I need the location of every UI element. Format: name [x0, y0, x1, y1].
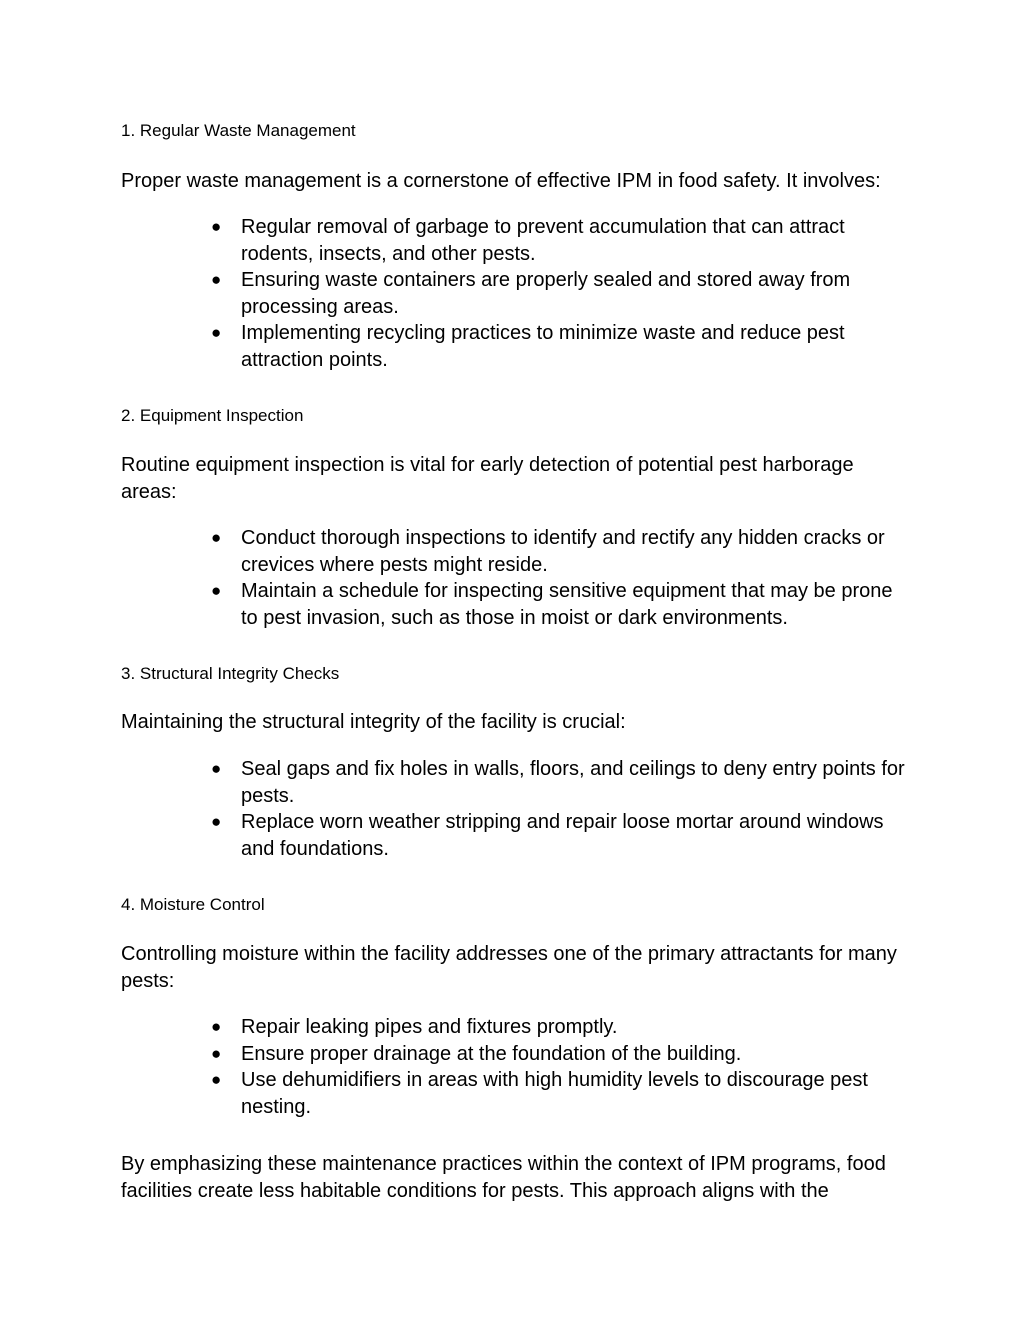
list-item-text: Implementing recycling practices to minimize waste and reduce pest attraction points. [241, 322, 845, 371]
section-intro: Controlling moisture within the facility addresses one of the primary attractants for many pests: [121, 943, 897, 992]
section-1-heading-block [121, 120, 911, 142]
section-3-intro-block [121, 709, 911, 736]
list-item [0, 1041, 911, 1068]
bullet-icon: ● [211, 323, 222, 342]
list-item-text: Ensure proper drainage at the foundation of the building. [241, 1042, 742, 1065]
closing-block [121, 1151, 911, 1204]
list-item-text: Regular removal of garbage to prevent accumulation that can attract rodents, insects, and other pests. [241, 216, 845, 265]
list-item-text: Seal gaps and fix holes in walls, floors, and ceilings to deny entry points for pests. [241, 758, 905, 807]
section-3-heading-block [121, 663, 911, 685]
list-item-text: Use dehumidifiers in areas with high humidity levels to discourage pest nesting. [241, 1069, 868, 1118]
bullet-icon: ● [211, 812, 222, 831]
bullet-icon: ● [211, 1070, 222, 1089]
bullet-icon: ● [211, 528, 222, 547]
closing-paragraph: By emphasizing these maintenance practices within the context of IPM programs, food facilities create less habitable conditions for pests. This approach aligns with the [121, 1153, 886, 1202]
section-heading: 4. Moisture Control [121, 895, 265, 914]
list-item [0, 756, 911, 809]
section-4-bullet-list [0, 1014, 920, 1120]
list-item-text: Conduct thorough inspections to identify and rectify any hidden cracks or crevices where pests might reside. [241, 527, 885, 576]
list-item [0, 267, 911, 320]
list-item [0, 320, 911, 373]
list-item-text: Ensuring waste containers are properly sealed and stored away from processing areas. [241, 269, 851, 318]
section-3-bullet-list [0, 756, 920, 862]
bullet-icon: ● [211, 759, 222, 778]
bullet-icon: ● [211, 270, 222, 289]
section-intro: Proper waste management is a cornerstone of effective IPM in food safety. It involves: [121, 170, 881, 192]
bullet-icon: ● [211, 1043, 222, 1063]
list-item-text: Repair leaking pipes and fixtures promptly. [241, 1016, 618, 1038]
bullet-icon: ● [211, 581, 222, 600]
list-item [0, 525, 911, 578]
section-intro: Routine equipment inspection is vital for early detection of potential pest harborage areas: [121, 454, 854, 503]
list-item [0, 809, 911, 862]
list-item [0, 1014, 911, 1041]
bullet-icon: ● [211, 1017, 222, 1036]
list-item-text: Replace worn weather stripping and repair loose mortar around windows and foundations. [241, 811, 884, 860]
list-item [0, 214, 911, 267]
section-heading: 1. Regular Waste Management [121, 121, 356, 140]
bullet-icon: ● [211, 217, 222, 236]
section-intro: Maintaining the structural integrity of the facility is crucial: [121, 711, 626, 733]
section-4-intro-block [121, 941, 911, 994]
section-2-heading-block [121, 405, 911, 427]
list-item-text: Maintain a schedule for inspecting sensitive equipment that may be prone to pest invasion, such as those in moist or dark environments. [241, 580, 893, 629]
section-4-heading-block [121, 894, 911, 916]
section-heading: 2. Equipment Inspection [121, 406, 304, 425]
section-2-bullet-list [0, 525, 920, 631]
section-heading: 3. Structural Integrity Checks [121, 664, 340, 683]
section-1-bullet-list [0, 214, 920, 373]
section-1-intro-block [121, 168, 911, 195]
list-item [0, 578, 911, 631]
section-2-intro-block [121, 452, 911, 505]
list-item [0, 1067, 911, 1120]
